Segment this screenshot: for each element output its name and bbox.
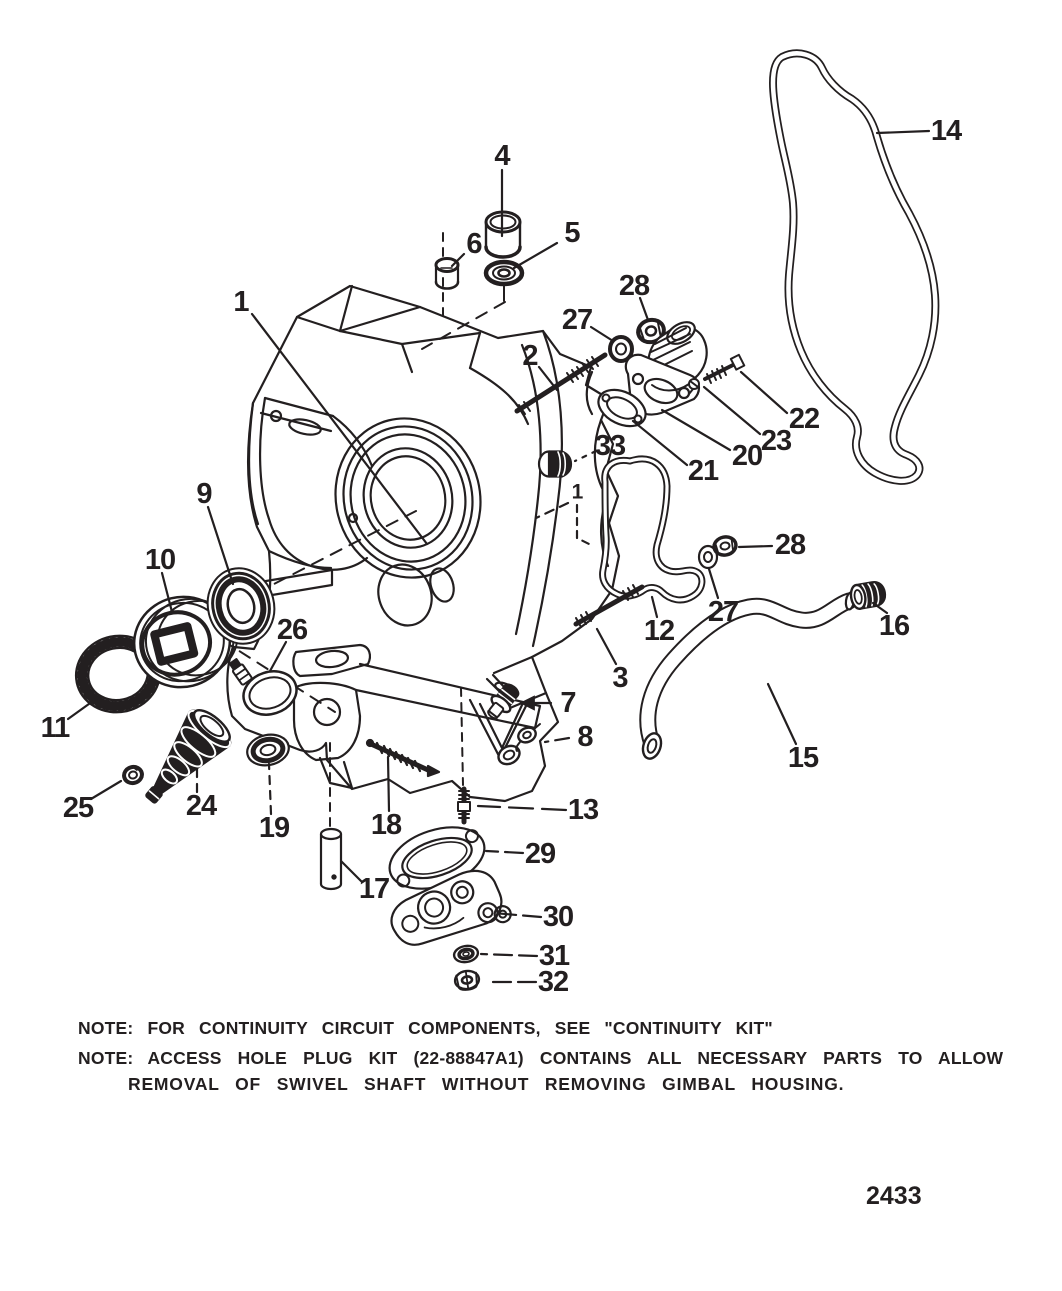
callout-leader-1 <box>536 503 568 518</box>
callout-leader-29 <box>486 851 523 853</box>
callout-9: 9 <box>196 478 212 510</box>
callout-leader-31 <box>481 954 537 956</box>
part-31-washer <box>453 944 479 964</box>
part-33-plug <box>539 452 571 477</box>
callout-11: 11 <box>40 712 70 744</box>
callout-18: 18 <box>370 809 402 841</box>
callout-leader-3 <box>597 629 616 664</box>
callout-10: 10 <box>144 544 176 576</box>
callout-2: 2 <box>522 340 538 372</box>
callout-32: 32 <box>537 966 569 998</box>
callout-leader-22 <box>741 372 787 413</box>
callout-17: 17 <box>358 873 390 905</box>
callout-27: 27 <box>561 304 593 336</box>
callout-leader-1 <box>577 505 591 545</box>
callout-leader-27 <box>709 569 718 598</box>
callout-27: 27 <box>707 596 739 628</box>
part-28-nut-lower <box>712 535 737 557</box>
callout-19: 19 <box>258 812 290 844</box>
part-32-nut <box>454 969 480 991</box>
callout-5: 5 <box>564 217 580 249</box>
callout-33: 33 <box>594 430 626 462</box>
callout-29: 29 <box>524 838 556 870</box>
callout-leader-1 <box>252 314 427 544</box>
note-text: REMOVAL OF SWIVEL SHAFT WITHOUT REMOVING GIMBAL HOUSING. <box>128 1074 845 1094</box>
callout-leader-25 <box>91 781 121 799</box>
callout-21: 21 <box>687 455 719 487</box>
callout-leader-26 <box>270 642 286 671</box>
part-19-seal <box>244 731 291 769</box>
callout-leader-28 <box>739 546 772 547</box>
callout-leader-33 <box>575 451 596 461</box>
callout-20: 20 <box>731 440 763 472</box>
drawing-number: 2433 <box>866 1182 922 1210</box>
callout-26: 26 <box>276 614 308 646</box>
callout-leader-18 <box>388 757 389 811</box>
callout-16: 16 <box>878 610 910 642</box>
callout-leader-19 <box>269 764 271 814</box>
callout-layer <box>41 115 962 998</box>
note-continuity <box>78 1018 773 1039</box>
callout-23: 23 <box>760 425 792 457</box>
callout-22: 22 <box>788 403 820 435</box>
callout-leader-14 <box>877 131 929 133</box>
note-text: ACCESS HOLE PLUG KIT (22-88847A1) CONTAINS ALL NECESSARY PARTS TO ALLOW <box>147 1048 1004 1068</box>
part-16-fitting <box>849 580 887 610</box>
callout-leader-9 <box>208 507 233 584</box>
part-5-seal <box>486 262 522 301</box>
part-25-nut <box>122 765 144 785</box>
callout-leader-23 <box>704 387 760 434</box>
callout-leader-27 <box>591 327 613 341</box>
callout-28: 28 <box>618 270 650 302</box>
callout-leader-20 <box>662 410 730 450</box>
note-text: FOR CONTINUITY CIRCUIT COMPONENTS, SEE "CONTINUITY KIT" <box>147 1018 773 1038</box>
callout-leader-13 <box>478 806 566 810</box>
callout-4: 4 <box>494 140 510 172</box>
callout-1: 1 <box>571 480 583 504</box>
callout-7: 7 <box>560 687 576 719</box>
callout-6: 6 <box>466 228 482 260</box>
callout-14: 14 <box>930 115 962 147</box>
callout-31: 31 <box>538 940 570 972</box>
callout-1: 1 <box>233 286 249 318</box>
part-18-screw <box>367 740 439 776</box>
callout-15: 15 <box>787 742 819 774</box>
note-label: NOTE: <box>78 1048 134 1068</box>
note-access-plug-line2 <box>128 1074 844 1095</box>
part-1-gimbal-housing <box>227 286 619 801</box>
note-label: NOTE: <box>78 1018 134 1038</box>
callout-leader-12 <box>652 597 657 617</box>
callout-25: 25 <box>62 792 94 824</box>
callout-leader-8 <box>545 738 569 742</box>
part-24-cone-bellows <box>130 702 237 816</box>
callout-leader-15 <box>768 684 796 744</box>
callout-30: 30 <box>542 901 574 933</box>
callout-24: 24 <box>185 790 217 822</box>
note-access-plug-line1 <box>78 1048 1003 1069</box>
part-17-pin <box>321 829 341 889</box>
callout-12: 12 <box>643 615 675 647</box>
callout-8: 8 <box>577 721 593 753</box>
callout-3: 3 <box>612 662 628 694</box>
callout-28: 28 <box>774 529 806 561</box>
part-22-screw <box>705 355 744 383</box>
callout-13: 13 <box>567 794 599 826</box>
